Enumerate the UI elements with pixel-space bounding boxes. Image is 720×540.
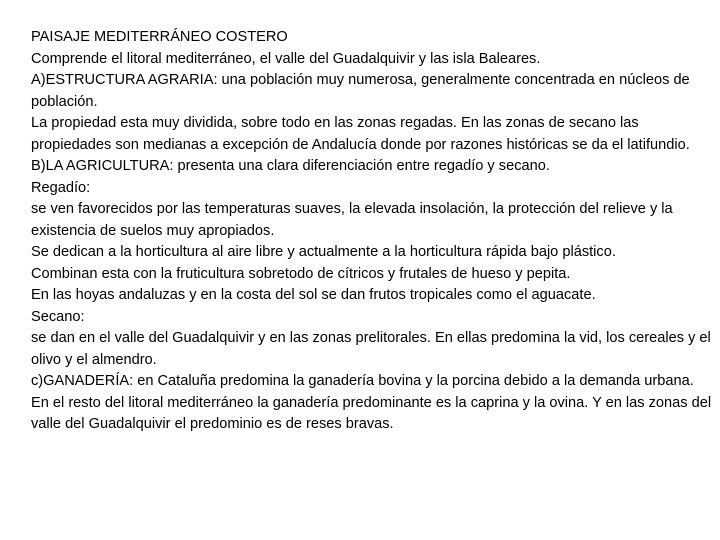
paragraph-property: La propiedad esta muy dividida, sobre todo en las zonas regadas. En las zonas de secano las propiedades son medianas a excepción de Andalucía donde por razones históricas se da el latifundio. [31, 115, 690, 153]
paragraph-tropical-fruits: En las hoyas andaluzas y en la costa del sol se dan frutos tropicales como el aguacate. [31, 287, 596, 303]
paragraph-irrigated-conditions: se ven favorecidos por las temperaturas suaves, la elevada insolación, la protección del relieve y la existencia de suelos muy apropiados. [31, 201, 673, 239]
paragraph-horticulture: Se dedican a la horticultura al aire libre y actualmente a la horticultura rápida bajo plástico. [31, 244, 616, 260]
text-block [31, 27, 715, 436]
paragraph-intro: Comprende el litoral mediterráneo, el valle del Guadalquivir y las isla Baleares. [31, 50, 541, 67]
paragraph-fruticulture: Combinan esta con la fruticultura sobretodo de cítricos y frutales de hueso y pepita. [31, 265, 571, 282]
document-title: PAISAJE MEDITERRÁNEO COSTERO [31, 29, 288, 45]
paragraph-dryland-crops: se dan en el valle del Guadalquivir y en las zonas prelitorales. En ellas predomina la vid, los cereales y el olivo y el almendro. [31, 330, 711, 368]
heading-irrigated: Regadío: [31, 179, 91, 196]
heading-dryland: Secano: [31, 308, 85, 325]
paragraph-agrarian-structure: A)ESTRUCTURA AGRARIA: una población muy numerosa, generalmente concentrada en núcleos de población. [31, 72, 690, 110]
paragraph-agriculture: B)LA AGRICULTURA: presenta una clara diferenciación entre regadío y secano. [31, 158, 550, 174]
paragraph-livestock: c)GANADERÍA: en Cataluña predomina la ganadería bovina y la porcina debido a la demanda urbana. En el resto del litoral mediterráneo la ganadería predominante es la caprina y la ovina. Y en las zonas del valle del Guadalquivir el predominio es de reses bravas. [31, 373, 712, 432]
